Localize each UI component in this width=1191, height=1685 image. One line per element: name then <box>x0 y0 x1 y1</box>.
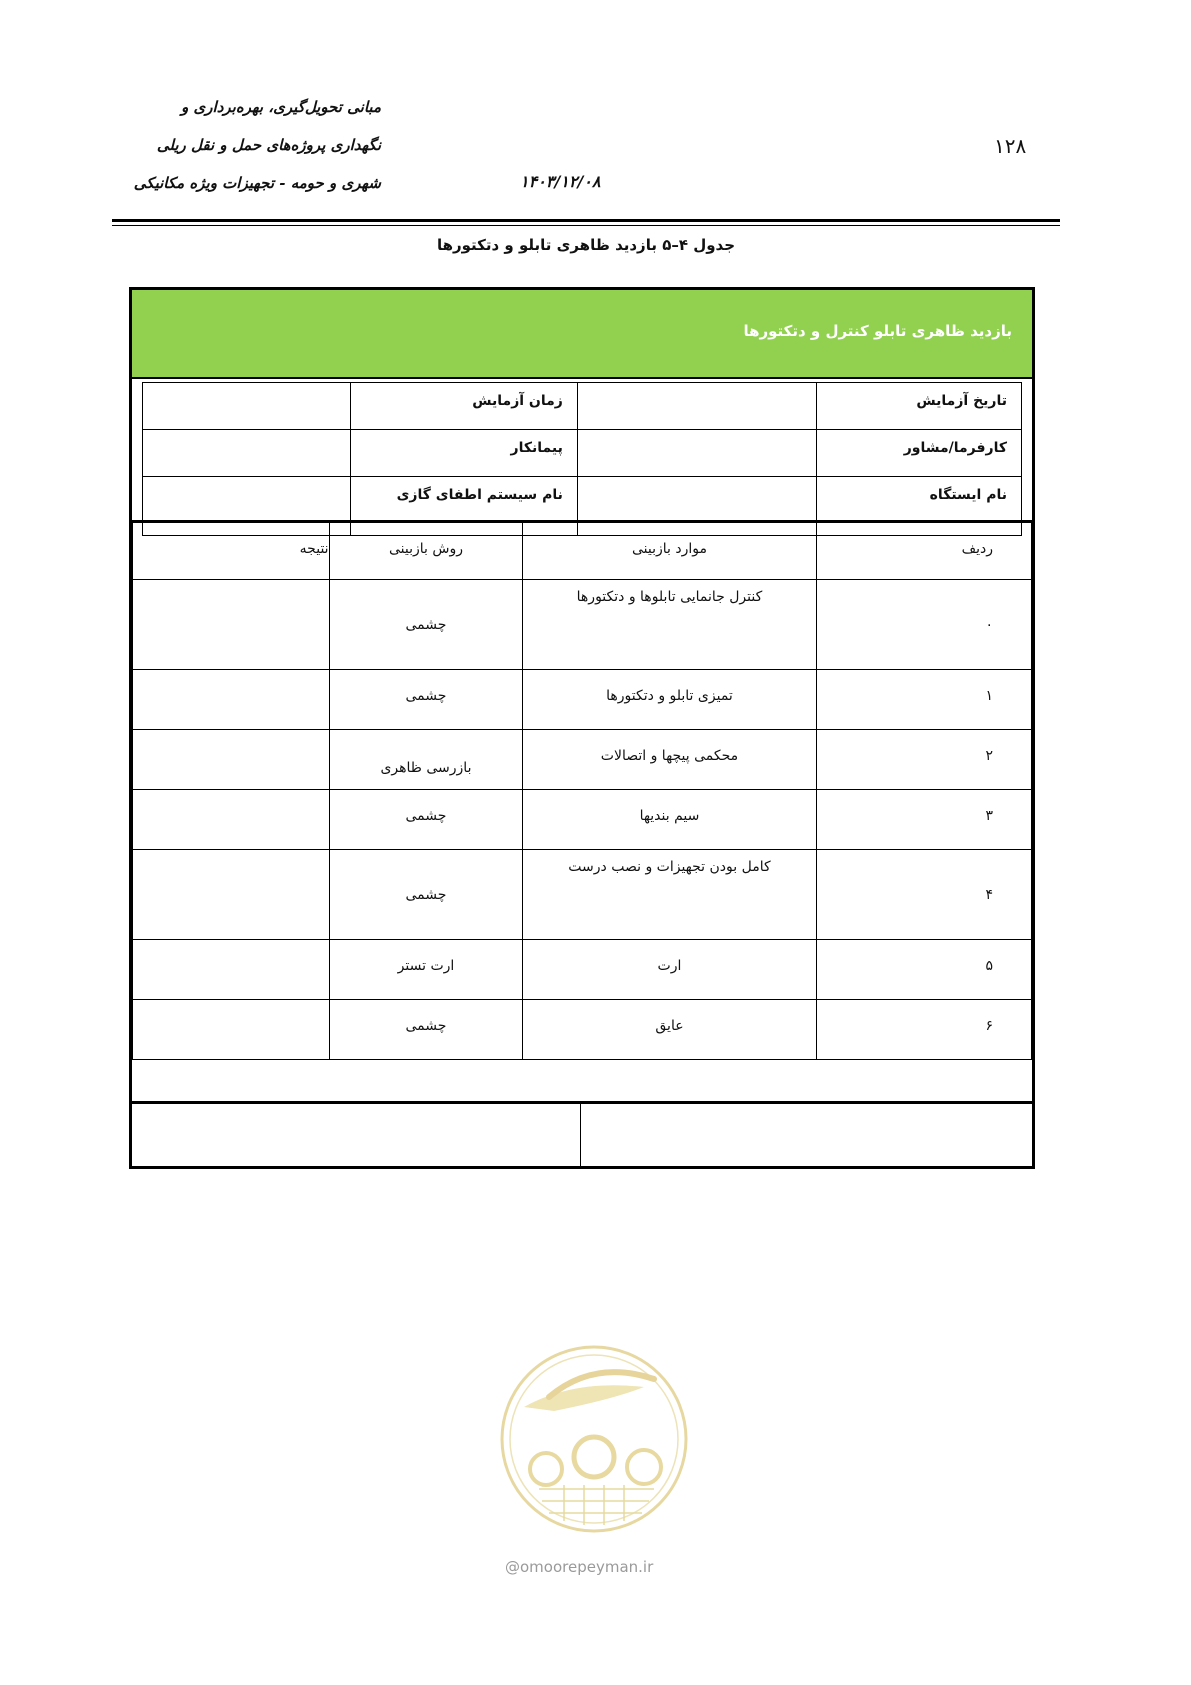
header-date: ۱۴۰۳/۱۲/۰۸ <box>520 172 601 191</box>
table-row <box>133 580 1032 670</box>
watermark-website: @omoorepeyman.ir <box>505 1558 654 1576</box>
table-row <box>133 940 1032 1000</box>
row-number: ۱ <box>816 670 1031 730</box>
row-method: ارت تستر <box>329 940 523 1000</box>
inspection-table <box>132 520 1032 1060</box>
row-number: ۰ <box>816 580 1031 670</box>
test-date-label: تاریخ آزمایش <box>817 383 1022 430</box>
employer-value[interactable] <box>577 430 816 477</box>
watermark-seal-icon <box>494 1339 694 1539</box>
test-time-value[interactable] <box>143 383 351 430</box>
banner-title: بازدید ظاهری تابلو کنترل و دتکتورها <box>743 322 1012 340</box>
row-number: ۶ <box>816 1000 1031 1060</box>
row-item: ارت <box>523 940 816 1000</box>
col-header-item: موارد بازبینی <box>523 522 816 580</box>
header-line-1: مبانی تحویل‌گیری، بهره‌برداری و <box>181 98 381 116</box>
row-item: کنترل جانمایی تابلوها و دتکتورها <box>523 580 816 670</box>
table-row <box>133 850 1032 940</box>
header-rule-thin <box>112 225 1060 226</box>
row-result[interactable] <box>133 850 330 940</box>
row-result[interactable] <box>133 670 330 730</box>
info-table <box>142 382 1022 536</box>
row-method: بازرسی ظاهری <box>329 730 523 790</box>
row-item: تمیزی تابلو و دتکتورها <box>523 670 816 730</box>
system-label: نام سیستم اطفای گازی <box>351 477 578 536</box>
row-number: ۵ <box>816 940 1031 1000</box>
row-method: چشمی <box>329 790 523 850</box>
row-result[interactable] <box>133 790 330 850</box>
table-caption: جدول ۴–۵ بازدید ظاهری تابلو و دتکتورها <box>436 236 736 254</box>
col-header-method: روش بازبینی <box>329 522 523 580</box>
test-date-value[interactable] <box>577 383 816 430</box>
row-item: عایق <box>523 1000 816 1060</box>
header-line-3: شهری و حومه - تجهیزات ویژه مکانیکی <box>133 174 381 192</box>
signature-divider <box>580 1104 581 1166</box>
row-method: چشمی <box>329 670 523 730</box>
row-item: سیم بندیها <box>523 790 816 850</box>
row-item: کامل بودن تجهیزات و نصب درست <box>523 850 816 940</box>
row-number: ۴ <box>816 850 1031 940</box>
row-item: محکمی پیچها و اتصالات <box>523 730 816 790</box>
row-number: ۲ <box>816 730 1031 790</box>
col-header-row-no: ردیف <box>816 522 1031 580</box>
row-result[interactable] <box>133 1000 330 1060</box>
row-number: ۳ <box>816 790 1031 850</box>
header-rule-thick <box>112 219 1060 222</box>
col-header-result: نتیجه <box>133 522 330 580</box>
table-row <box>133 670 1032 730</box>
form-banner <box>132 290 1032 379</box>
employer-label: کارفرما/مشاور <box>817 430 1022 477</box>
row-method: چشمی <box>329 580 523 670</box>
table-row <box>133 790 1032 850</box>
header-line-2: نگهداری پروژه‌های حمل و نقل ریلی <box>156 136 381 154</box>
row-method: چشمی <box>329 1000 523 1060</box>
test-time-label: زمان آزمایش <box>351 383 578 430</box>
row-result[interactable] <box>133 940 330 1000</box>
signature-area <box>132 1101 1032 1169</box>
station-label: نام ایستگاه <box>817 477 1022 536</box>
contractor-value[interactable] <box>143 430 351 477</box>
page-number: ۱۲۸ <box>994 134 1027 158</box>
row-method: چشمی <box>329 850 523 940</box>
row-result[interactable] <box>133 730 330 790</box>
table-row <box>133 1000 1032 1060</box>
row-result[interactable] <box>133 580 330 670</box>
table-row <box>133 730 1032 790</box>
contractor-label: پیمانکار <box>351 430 578 477</box>
